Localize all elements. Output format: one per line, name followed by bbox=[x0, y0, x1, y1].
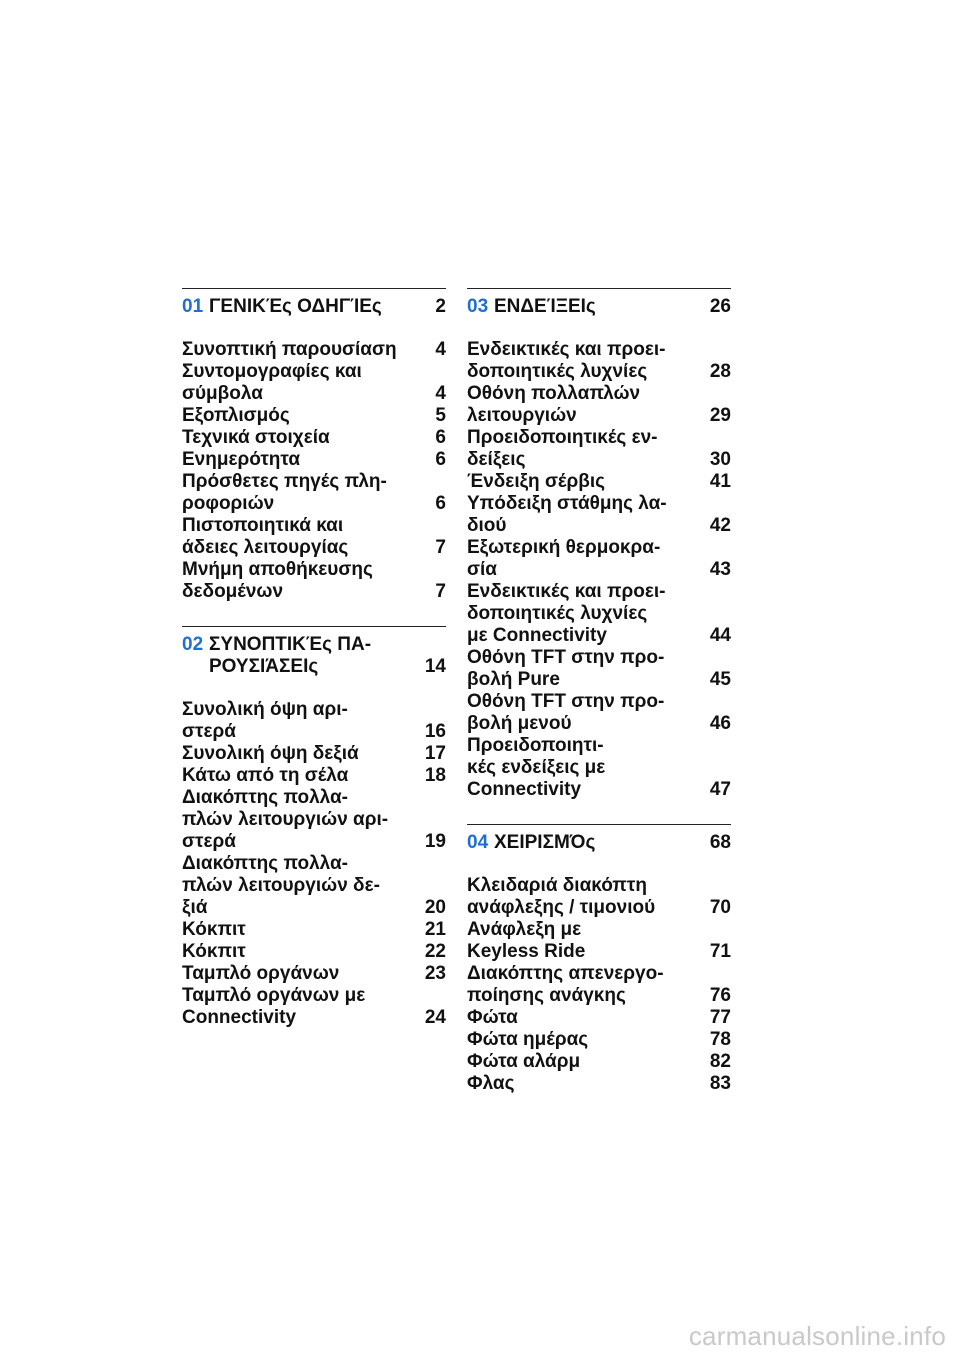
toc-entry[interactable] bbox=[182, 339, 446, 361]
toc-entry[interactable] bbox=[467, 875, 731, 919]
toc-section bbox=[182, 626, 446, 1029]
toc-entry-page: 82 bbox=[709, 1051, 731, 1072]
toc-entry-line: Οθόνη TFT στην προ- bbox=[467, 647, 665, 668]
toc-entry-title bbox=[467, 875, 704, 919]
toc-entry-line: Ταμπλό οργάνων bbox=[182, 963, 340, 984]
toc-entry-title bbox=[467, 383, 704, 427]
toc-entry-page: 30 bbox=[709, 449, 731, 470]
toc-entry-page: 20 bbox=[424, 897, 446, 918]
toc-entry-line: Κόκπιτ bbox=[182, 941, 246, 962]
toc-entry-line: Κάτω από τη σέλα bbox=[182, 765, 349, 786]
toc-column-right bbox=[467, 288, 731, 1118]
section-title bbox=[209, 634, 419, 678]
section-heading[interactable] bbox=[182, 634, 446, 678]
toc-entry-title bbox=[182, 919, 419, 941]
toc-entry-page: 77 bbox=[709, 1007, 731, 1028]
toc-entry-line: Ένδειξη σέρβις bbox=[467, 471, 606, 492]
toc-entry-title bbox=[182, 941, 419, 963]
watermark: carmanualsonline.info bbox=[688, 1321, 946, 1351]
toc-entry-title bbox=[182, 449, 429, 471]
toc-entry-page: 4 bbox=[435, 339, 446, 360]
toc-entry-line: ποίησης ανάγκης bbox=[467, 985, 626, 1006]
toc-entry[interactable] bbox=[182, 699, 446, 743]
section-heading[interactable] bbox=[467, 832, 731, 854]
toc-entry-line: Πιστοποιητικά και bbox=[182, 515, 344, 536]
toc-entry-line: Μνήμη αποθήκευσης bbox=[182, 559, 373, 580]
toc-entry-line: στερά bbox=[182, 721, 236, 742]
toc-entry-line: Συντομογραφίες και bbox=[182, 361, 362, 382]
section-number: 04 bbox=[467, 832, 489, 853]
section-number: 03 bbox=[467, 296, 489, 317]
toc-entry-line: με Connectivity bbox=[467, 625, 607, 646]
section-heading[interactable] bbox=[182, 296, 446, 318]
toc-entry-title bbox=[182, 559, 429, 603]
toc-entry-title bbox=[182, 515, 429, 559]
toc-entry[interactable] bbox=[467, 1073, 731, 1095]
toc-entry-line: κές ενδείξεις με bbox=[467, 757, 606, 778]
toc-entry[interactable] bbox=[467, 427, 731, 471]
toc-entry-title bbox=[467, 691, 704, 735]
toc-entry-line: σία bbox=[467, 559, 497, 580]
toc-entry-title bbox=[182, 765, 419, 787]
section-title bbox=[494, 832, 704, 854]
section-heading[interactable] bbox=[467, 296, 731, 318]
toc-entry-title bbox=[182, 853, 419, 919]
toc-entry-line: Κόκπιτ bbox=[182, 919, 246, 940]
toc-entry-page: 43 bbox=[709, 559, 731, 580]
toc-entry-line: διού bbox=[467, 515, 507, 536]
toc-entry[interactable] bbox=[182, 743, 446, 765]
toc-entry[interactable] bbox=[182, 919, 446, 941]
toc-entry-line: Προειδοποιητι- bbox=[467, 735, 604, 756]
section-title-line: ΧΕΙΡΙΣΜΌς bbox=[494, 832, 596, 853]
section-title-line: ΣΥΝΟΠΤΙΚΈς ΠΑ- bbox=[209, 634, 372, 655]
toc-entry-title bbox=[467, 493, 704, 537]
toc-entry[interactable] bbox=[182, 853, 446, 919]
toc-entry[interactable] bbox=[182, 361, 446, 405]
toc-entry[interactable] bbox=[182, 427, 446, 449]
toc-entry-title bbox=[182, 361, 429, 405]
toc-entry-page: 42 bbox=[709, 515, 731, 536]
section-title-line: ΡΟΥΣΙΆΣΕΙς bbox=[209, 656, 319, 677]
toc-entry[interactable] bbox=[182, 963, 446, 985]
toc-entry-title bbox=[467, 1007, 704, 1029]
toc-entry[interactable] bbox=[467, 537, 731, 581]
toc-entry-page: 6 bbox=[435, 449, 446, 470]
toc-entry-page: 71 bbox=[709, 941, 731, 962]
toc-entry-page: 78 bbox=[709, 1029, 731, 1050]
toc-entry[interactable] bbox=[182, 471, 446, 515]
toc-entry-page: 41 bbox=[709, 471, 731, 492]
toc-entry-page: 21 bbox=[424, 919, 446, 940]
section-title-line: ΕΝΔΕΊΞΕΙς bbox=[494, 296, 596, 317]
toc-entry-page: 6 bbox=[435, 493, 446, 514]
toc-entry[interactable] bbox=[467, 383, 731, 427]
toc-entry-line: ροφοριών bbox=[182, 493, 275, 514]
section-page-number: 68 bbox=[709, 832, 731, 853]
toc-entry-page: 18 bbox=[424, 765, 446, 786]
toc-entry-title bbox=[467, 581, 704, 647]
toc-entry-line: Κλειδαριά διακόπτη bbox=[467, 875, 647, 896]
toc-entry-line: λειτουργιών bbox=[467, 405, 577, 426]
toc-entry-title bbox=[467, 963, 704, 1007]
toc-entry[interactable] bbox=[182, 449, 446, 471]
toc-entry-line: δεδομένων bbox=[182, 581, 284, 602]
toc-section bbox=[467, 288, 731, 801]
toc-entry[interactable] bbox=[182, 765, 446, 787]
toc-entry[interactable] bbox=[467, 1051, 731, 1073]
toc-entry-line: ξιά bbox=[182, 897, 208, 918]
toc-entry-line: Πρόσθετες πηγές πλη- bbox=[182, 471, 387, 492]
section-page-number: 2 bbox=[435, 296, 446, 317]
toc-entry-line: Τεχνικά στοιχεία bbox=[182, 427, 330, 448]
toc-entry-line: Ταμπλό οργάνων με bbox=[182, 985, 366, 1006]
toc-entry[interactable] bbox=[467, 339, 731, 383]
toc-entry-title bbox=[182, 787, 419, 853]
toc-entry-title bbox=[182, 471, 429, 515]
section-page-number: 14 bbox=[424, 656, 446, 677]
section-title bbox=[209, 296, 429, 318]
toc-entry-page: 22 bbox=[424, 941, 446, 962]
toc-entry-line: Συνοπτική παρουσίαση bbox=[182, 339, 397, 360]
section-title-line: ΓΕΝΙΚΈς ΟΔΗΓΊΕς bbox=[209, 296, 382, 317]
toc-entry-line: Ενδεικτικές και προει- bbox=[467, 581, 666, 602]
toc-entry[interactable] bbox=[182, 515, 446, 559]
toc-entry-line: Οθόνη TFT στην προ- bbox=[467, 691, 665, 712]
toc-entry-title bbox=[182, 427, 429, 449]
toc-entry-page: 17 bbox=[424, 743, 446, 764]
toc-entry-line: Προειδοποιητικές εν- bbox=[467, 427, 658, 448]
toc-section bbox=[182, 288, 446, 603]
toc-entry-page: 83 bbox=[709, 1073, 731, 1094]
toc-entry-line: Φώτα αλάρμ bbox=[467, 1051, 581, 1072]
toc-entry[interactable] bbox=[467, 963, 731, 1007]
toc-entry-line: Συνολική όψη αρι- bbox=[182, 699, 348, 720]
toc-entry-page: 7 bbox=[435, 581, 446, 602]
toc-entry-page: 76 bbox=[709, 985, 731, 1006]
toc-entry-title bbox=[467, 735, 704, 801]
toc-entry-title bbox=[467, 919, 704, 963]
toc-entry-line: Διακόπτης πολλα- bbox=[182, 853, 348, 874]
toc-entry[interactable] bbox=[467, 919, 731, 963]
toc-entry-page: 5 bbox=[435, 405, 446, 426]
toc-entry-page: 45 bbox=[709, 669, 731, 690]
toc-entry-page: 24 bbox=[424, 1007, 446, 1028]
toc-entry-line: Φώτα ημέρας bbox=[467, 1029, 589, 1050]
toc-entry-page: 7 bbox=[435, 537, 446, 558]
toc-entry[interactable] bbox=[467, 1007, 731, 1029]
toc-entry[interactable] bbox=[182, 985, 446, 1029]
toc-entry-line: σύμβολα bbox=[182, 383, 263, 404]
toc-entry-line: ανάφλεξης / τιμονιού bbox=[467, 897, 656, 918]
toc-entry-title bbox=[467, 471, 704, 493]
toc-entry-page: 16 bbox=[424, 721, 446, 742]
toc-entry-title bbox=[182, 699, 419, 743]
toc-entry-page: 44 bbox=[709, 625, 731, 646]
toc-entry[interactable] bbox=[467, 493, 731, 537]
toc-entry-line: Ενημερότητα bbox=[182, 449, 301, 470]
toc-entry-line: Οθόνη πολλαπλών bbox=[467, 383, 641, 404]
toc-entry-line: πλών λειτουργιών αρι- bbox=[182, 809, 389, 830]
toc-entry-page: 46 bbox=[709, 713, 731, 734]
toc-entry[interactable] bbox=[467, 647, 731, 691]
toc-entry-title bbox=[467, 427, 704, 471]
toc-entry-title bbox=[182, 963, 419, 985]
toc-entry-page: 19 bbox=[424, 831, 446, 852]
toc-entry-title bbox=[467, 647, 704, 691]
toc-entry-line: δοποιητικές λυχνίες bbox=[467, 361, 648, 382]
toc-column-left bbox=[182, 288, 446, 1052]
toc-entry[interactable] bbox=[182, 787, 446, 853]
toc-entry-page: 4 bbox=[435, 383, 446, 404]
section-page-number: 26 bbox=[709, 296, 731, 317]
toc-entry[interactable] bbox=[467, 471, 731, 493]
toc-entry-line: Connectivity bbox=[182, 1007, 297, 1028]
toc-entry-title bbox=[182, 985, 419, 1029]
toc-entry-page: 47 bbox=[709, 779, 731, 800]
toc-entry-line: Φώτα bbox=[467, 1007, 518, 1028]
toc-entry-page: 23 bbox=[424, 963, 446, 984]
toc-entry-title bbox=[467, 1073, 704, 1095]
section-title bbox=[494, 296, 704, 318]
toc-entry-page: 28 bbox=[709, 361, 731, 382]
toc-entry-title bbox=[182, 743, 419, 765]
toc-entry[interactable] bbox=[467, 735, 731, 801]
toc-entry-page: 70 bbox=[709, 897, 731, 918]
toc-entry-line: Εξωτερική θερμοκρα- bbox=[467, 537, 661, 558]
toc-entry-line: βολή Pure bbox=[467, 669, 560, 690]
toc-entry[interactable] bbox=[467, 1029, 731, 1051]
section-number: 02 bbox=[182, 634, 204, 655]
toc-entry-title bbox=[467, 339, 704, 383]
toc-entry-line: άδειες λειτουργίας bbox=[182, 537, 349, 558]
toc-entry-line: δοποιητικές λυχνίες bbox=[467, 603, 648, 624]
toc-entry-line: στερά bbox=[182, 831, 236, 852]
toc-entry-page: 6 bbox=[435, 427, 446, 448]
toc-entry-title bbox=[467, 1029, 704, 1051]
toc-entry-line: Εξοπλισμός bbox=[182, 405, 290, 426]
toc-entry-line: Υπόδειξη στάθμης λα- bbox=[467, 493, 667, 514]
toc-entry-title bbox=[182, 405, 429, 427]
toc-entry[interactable] bbox=[467, 691, 731, 735]
toc-entry[interactable] bbox=[182, 405, 446, 427]
toc-entry-title bbox=[467, 1051, 704, 1073]
toc-entry[interactable] bbox=[182, 941, 446, 963]
toc-entry-line: Συνολική όψη δεξιά bbox=[182, 743, 359, 764]
toc-entry-line: βολή μενού bbox=[467, 713, 572, 734]
toc-entry-line: Διακόπτης πολλα- bbox=[182, 787, 348, 808]
toc-entry-line: πλών λειτουργιών δε- bbox=[182, 875, 380, 896]
toc-entry-line: Φλας bbox=[467, 1073, 515, 1094]
toc-entry-title bbox=[467, 537, 704, 581]
toc-entry-line: Ενδεικτικές και προει- bbox=[467, 339, 666, 360]
toc-entry-line: Διακόπτης απενεργο- bbox=[467, 963, 664, 984]
toc-entry[interactable] bbox=[182, 559, 446, 603]
toc-entry-line: Keyless Ride bbox=[467, 941, 586, 962]
toc-entry-line: δείξεις bbox=[467, 449, 526, 470]
toc-entry-title bbox=[182, 339, 429, 361]
toc-entry-line: Ανάφλεξη με bbox=[467, 919, 582, 940]
section-number: 01 bbox=[182, 296, 204, 317]
toc-section bbox=[467, 824, 731, 1095]
toc-entry-line: Connectivity bbox=[467, 779, 582, 800]
toc-entry[interactable] bbox=[467, 581, 731, 647]
toc-entry-page: 29 bbox=[709, 405, 731, 426]
